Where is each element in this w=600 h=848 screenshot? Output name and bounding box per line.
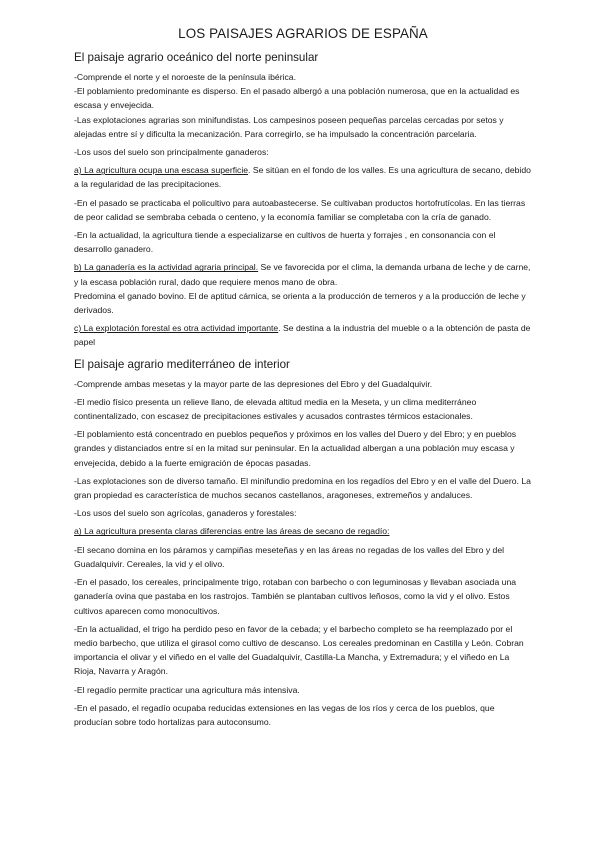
- paragraph: -El poblamiento predominante es disperso. En el pasado albergó a una población numerosa, que en la actualidad es escasa y envejecida.: [74, 86, 520, 111]
- paragraph: [74, 163, 532, 191]
- section-heading: El paisaje agrario oceánico del norte peninsular: [74, 51, 319, 64]
- paragraph: [74, 260, 532, 288]
- paragraph: -En el pasado se practicaba el policultivo para autoabastecerse. Se cultivaban productos hortofrutícolas. En las tierras de peor calidad se sembraba cebada o centeno, y la economía familiar se completaba con la cría de ganado.: [74, 197, 526, 222]
- document-title: LOS PAISAJES AGRARIOS DE ESPAÑA: [178, 26, 428, 41]
- paragraph: -En la actualidad, el trigo ha perdido peso en favor de la cebada; y el barbecho completo se ha reemplazado por el medio barbecho, que utiliza el girasol como cultivo de descanso. Los cereales predominan en Castilla y León. Cobran importancia el olivar y el viñedo en el valle del Guadalquivir, Castilla-La Mancha, y Extremadura; y el viñedo en La Rioja, Navarra y Aragón.: [74, 623, 524, 677]
- paragraph: -El regadío permite practicar una agricultura más intensiva.: [74, 684, 300, 695]
- paragraph-text: . Se destina a la industria del mueble o a la obtención de pasta de papel: [74, 323, 531, 348]
- paragraph: -El secano domina en los páramos y campiñas meseteñas y en las áreas no regadas de los valles del Ebro y del Guadalquivir. Cereales, la vid y el olivo.: [74, 544, 505, 569]
- section-mediterranean: [74, 358, 532, 729]
- paragraph: -Comprende ambas mesetas y la mayor parte de las depresiones del Ebro y del Guadalquivir.: [74, 378, 433, 389]
- section-oceanic: [74, 51, 532, 350]
- paragraph-text: Se ve favorecida por el clima, la demanda urbana de leche y de carne, y la escasa población rural, dado que requiere menos mano de obra.: [74, 262, 531, 287]
- paragraph: [74, 321, 532, 349]
- paragraph: -En el pasado, el regadío ocupaba reducidas extensiones en las vegas de los ríos y cerca de los pueblos, que producían sobre todo hortalizas para autoconsumo.: [74, 702, 495, 727]
- section-heading: El paisaje agrario mediterráneo de interior: [74, 357, 290, 371]
- paragraph-text: . Se sitúan en el fondo de los valles. Es una agricultura de secano, debido a la regularidad de las precipitaciones.: [74, 165, 531, 190]
- subheading-underlined: c) La explotación forestal es otra actividad importante: [74, 323, 279, 334]
- paragraph: Predomina el ganado bovino. El de aptitud cárnica, se orienta a la producción de terneros y a la producción de leche y derivados.: [74, 290, 526, 316]
- paragraph: -En el pasado, los cereales, principalmente trigo, rotaban con barbecho o con leguminosas y llevaban asociada una ganadería ovina que pastaba en los rastrojos. También se plantaban cultivos leñosos, como la vid y el olivo. Estos cultivos aparecen como monocultivos.: [74, 577, 517, 616]
- paragraph: -El poblamiento está concentrado en pueblos pequeños y próximos en los valles del Duero y del Ebro; y en pueblos grandes y distanciados entre sí en la mitad sur peninsular. En la actualidad albergan a una población muy escasa y envejecida, debido a la fuerte emigración de épocas pasadas.: [74, 429, 517, 468]
- paragraph: -Comprende el norte y el noroeste de la península ibérica.: [74, 72, 296, 82]
- paragraph: -Las explotaciones agrarias son minifundistas. Los campesinos poseen pequeñas parcelas cercadas por setos y alejadas entre sí y dificulta la mecanización. Para corregirlo, se ha impulsado la concentración parcelaria.: [74, 114, 504, 139]
- subheading-underlined: a) La agricultura ocupa una escasa superficie: [74, 165, 249, 176]
- paragraph: -El medio físico presenta un relieve llano, de elevada altitud media en la Meseta, y un clima mediterráneo continentalizado, con escasez de precipitaciones estivales y acusados contrastes térmicos estacionales.: [74, 396, 477, 422]
- paragraph: -En la actualidad, la agricultura tiende a especializarse en cultivos de huerta y forrajes , en consonancia con el desarrollo ganadero.: [74, 230, 496, 255]
- paragraph: -Las explotaciones son de diverso tamaño. El minifundio predomina en los regadíos del Ebro y en el valle del Duero. La gran propiedad es característica de muchos secanos castellanos, aragoneses, extremeños y andaluces.: [74, 475, 531, 501]
- subheading-underlined: a) La agricultura presenta claras diferencias entre las áreas de secano de regadío:: [74, 526, 390, 537]
- subheading-underlined: b) La ganadería es la actividad agraria principal.: [74, 262, 259, 273]
- paragraph: -Los usos del suelo son principalmente ganaderos:: [74, 147, 269, 158]
- paragraph: -Los usos del suelo son agrícolas, ganaderos y forestales:: [74, 508, 297, 519]
